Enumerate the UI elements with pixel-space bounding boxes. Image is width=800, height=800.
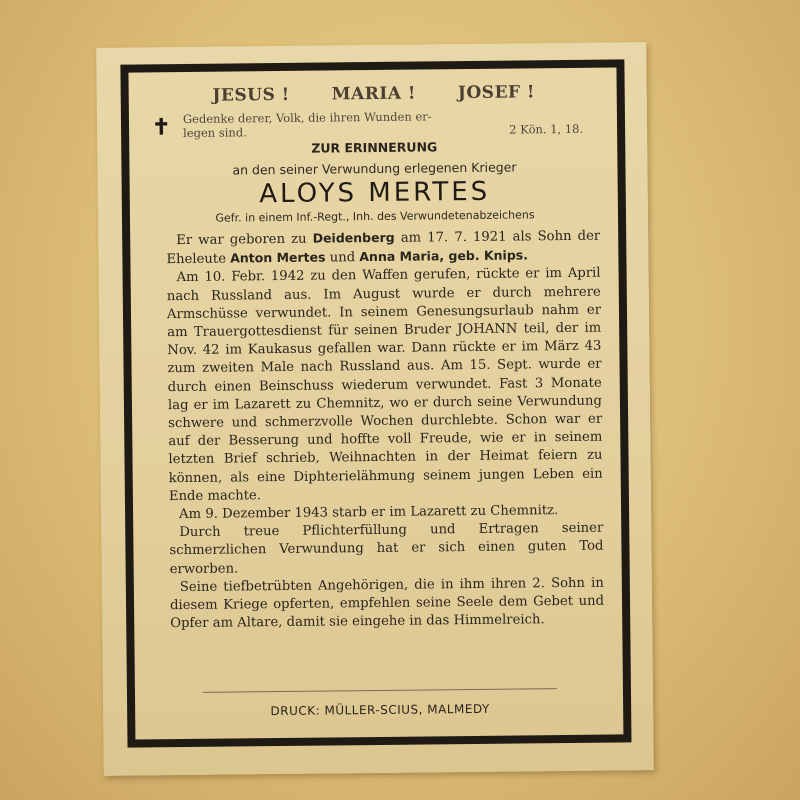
invocation-maria: MARIA ! [331, 83, 416, 105]
invocation-header [137, 82, 611, 107]
paragraph-service: Am 10. Febr. 1942 zu den Waffen gerufen, rückte er im April nach Russland aus. Im August wurde er durch mehrere Armschüsse verwundet. In seinem Genesungsurlaub nahm er am Trauergottesdienst für seinen Bruder JOHANN teil, der im Nov. 42 im Kaukasus gefallen war. Dann rückte er im März 43 zum zweiten Male nach Russland aus. Am 15. Sept. wurde er durch einen Beinschuss wiederum verwundet. Fast 3 Monate lag er im Lazarett zu Chemnitz, wo er durch seine Verwundung schwere und schmerzvolle Wochen durchlebte. Schon war er auf der Besserung und hoffte voll Freude, wie er in seinem letzten Brief schrieb, Weihnachten in der Heimat feiern zu können, als eine Diphterielähmung seinem jungen Leben ein Ende machte. [166, 266, 603, 505]
military-rank: Gefr. in einem Inf.-Regt., Inh. des Verwundetenabzeichens [215, 208, 535, 225]
paragraph-birth [166, 227, 600, 270]
invocation-jesus: JESUS ! [212, 84, 290, 106]
printer-imprint: DRUCK: MÜLLER-SCIUS, MALMEDY [270, 701, 490, 719]
paragraph-death: Am 9. Dezember 1943 starb er im Lazarett zu Chemnitz. [179, 503, 559, 523]
bible-verse-row [137, 108, 611, 145]
bible-verse [183, 108, 593, 140]
divider-line [203, 688, 557, 693]
birth-text-c: und [325, 250, 360, 266]
verse-line-2: legen sind. [183, 125, 247, 140]
verse-reference: 2 Kön. 1, 18. [509, 121, 584, 137]
black-border-frame [120, 59, 631, 747]
memorial-title: ZUR ERINNERUNG [311, 139, 438, 156]
paragraph-merit: Durch treue Pflichterfüllung und Ertragen seiner schmerzlichen Verwundung hat er sich einen guten Tod erworben. [169, 520, 604, 577]
memorial-card [96, 42, 654, 776]
paragraph-prayer: Seine tiefbetrübten Angehörigen, die in ihm ihren 2. Sohn in diesem Kriege opferten, empfehlen seine Seele dem Gebet und Opfer am Altare, damit sie eingehe in das Himmelreich. [169, 575, 605, 632]
birth-text-a: Er war geboren zu [176, 231, 313, 249]
birth-text-b: am 17. 7. 1921 als Sohn der Eheleute [166, 228, 601, 268]
deceased-name: ALOYS MERTES [259, 176, 491, 210]
invocation-josef: JOSEF ! [457, 82, 536, 104]
card-content [137, 82, 618, 736]
biography-text [166, 227, 604, 634]
father-name: Anton Mertes [230, 249, 326, 266]
cross-icon: ✝ [151, 114, 171, 141]
intro-line: an den seiner Verwundung erlegenen Krieger [232, 159, 517, 178]
verse-line-1: Gedenke derer, Volk, die ihren Wunden er- [182, 109, 432, 126]
mother-name: Anna Maria, geb. Knips. [359, 247, 529, 265]
birth-place: Deidenberg [312, 229, 395, 246]
